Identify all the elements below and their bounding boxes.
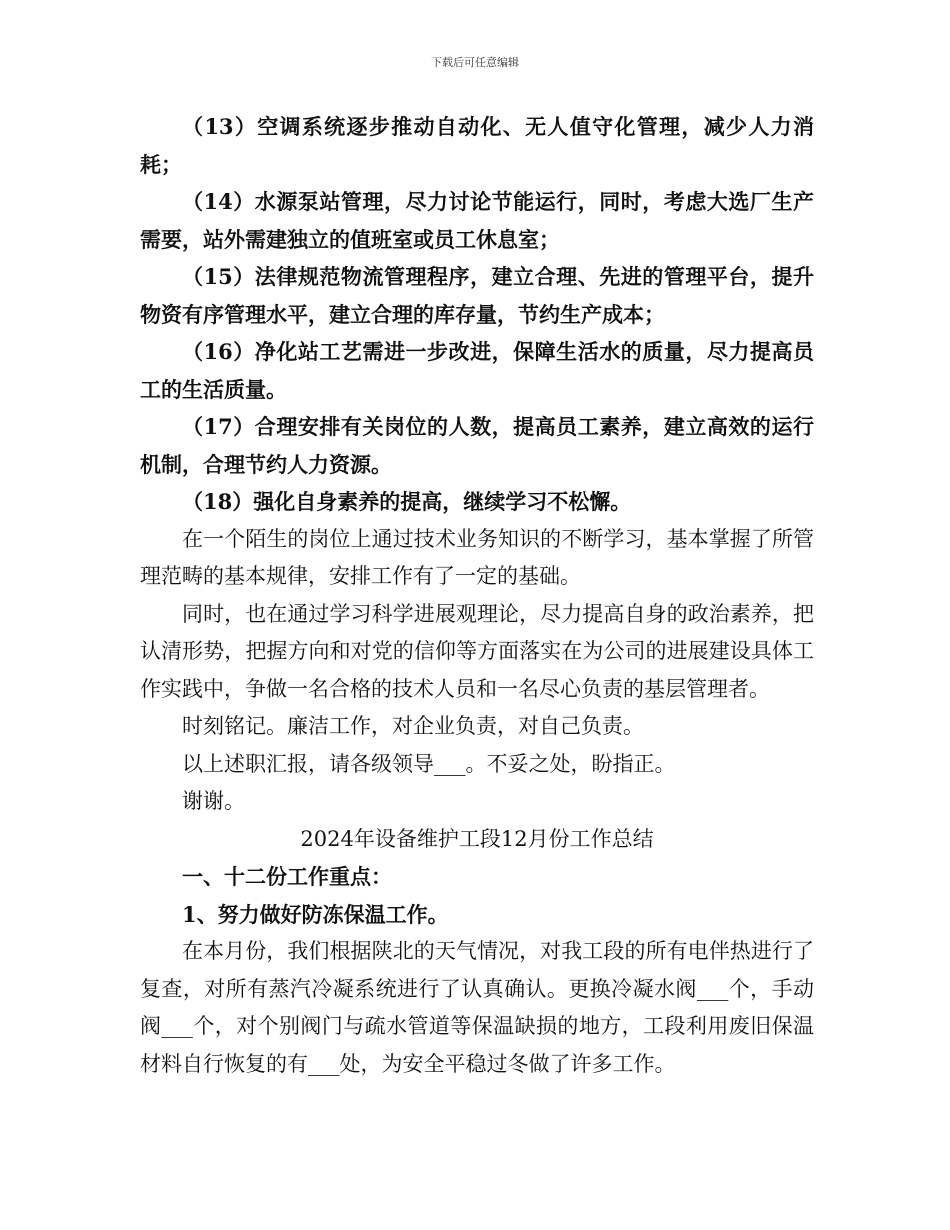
subheading-1: 1、努力做好防冻保温工作。 — [182, 901, 449, 927]
paragraph-item-17: （17）合理安排有关岗位的人数，提高员工素养，建立高效的运行机制，合理节约人力资源。 — [140, 414, 814, 477]
paragraph-learning: 在一个陌生的岗位上通过技术业务知识的不断学习，基本掌握了所管理范畴的基本规律，安排工作有了一定的基础。 — [140, 526, 814, 588]
paragraph-item-14: （14）水源泵站管理，尽力讨论节能运行，同时，考虑大选厂生产需要，站外需建独立的值班室或员工休息室； — [140, 189, 814, 252]
paragraph-political: 同时，也在通过学习科学进展观理论，尽力提高自身的政治素养，把认清形势，把握方向和对党的信仰等方面落实在为公司的进展建设具体工作实践中，争做一名合格的技术人员和一名尽心负责的基层管理者。 — [140, 601, 814, 701]
paragraph-item-18: （18）强化自身素养的提高，继续学习不松懈。 — [182, 489, 632, 514]
document-body — [140, 108, 814, 1083]
page-header-note: 下载后可任意编辑 — [431, 56, 519, 69]
paragraph-item-13: （13）空调系统逐步推动自动化、无人值守化管理，减少人力消耗； — [140, 114, 814, 177]
paragraph-antifreeze: 在本月份，我们根据陕北的天气情况，对我工段的所有电伴热进行了复查，对所有蒸汽冷凝系统进行了认真确认。更换冷凝水阀___个，手动阀___个，对个别阀门与疏水管道等保温缺损的地方，工段利用废旧保温材料自行恢复的有___处，为安全平稳过冬做了许多工作。 — [140, 939, 814, 1076]
paragraph-thanks: 谢谢。 — [182, 789, 245, 813]
section-heading-1: 一、十二份工作重点： — [182, 864, 392, 889]
paragraph-item-15: （15）法律规范物流管理程序，建立合理、先进的管理平台，提升物资有序管理水平，建立合理的库存量，节约生产成本； — [140, 264, 814, 327]
paragraph-report-closing: 以上述职汇报，请各级领导___。不妥之处，盼指正。 — [182, 751, 676, 776]
section-title: 2024年设备维护工段12月份工作总结 — [300, 826, 654, 851]
paragraph-item-16: （16）净化站工艺需进一步改进，保障生活水的质量，尽力提高员工的生活质量。 — [140, 339, 814, 402]
paragraph-integrity: 时刻铭记。廉洁工作，对企业负责，对自己负责。 — [182, 714, 644, 738]
